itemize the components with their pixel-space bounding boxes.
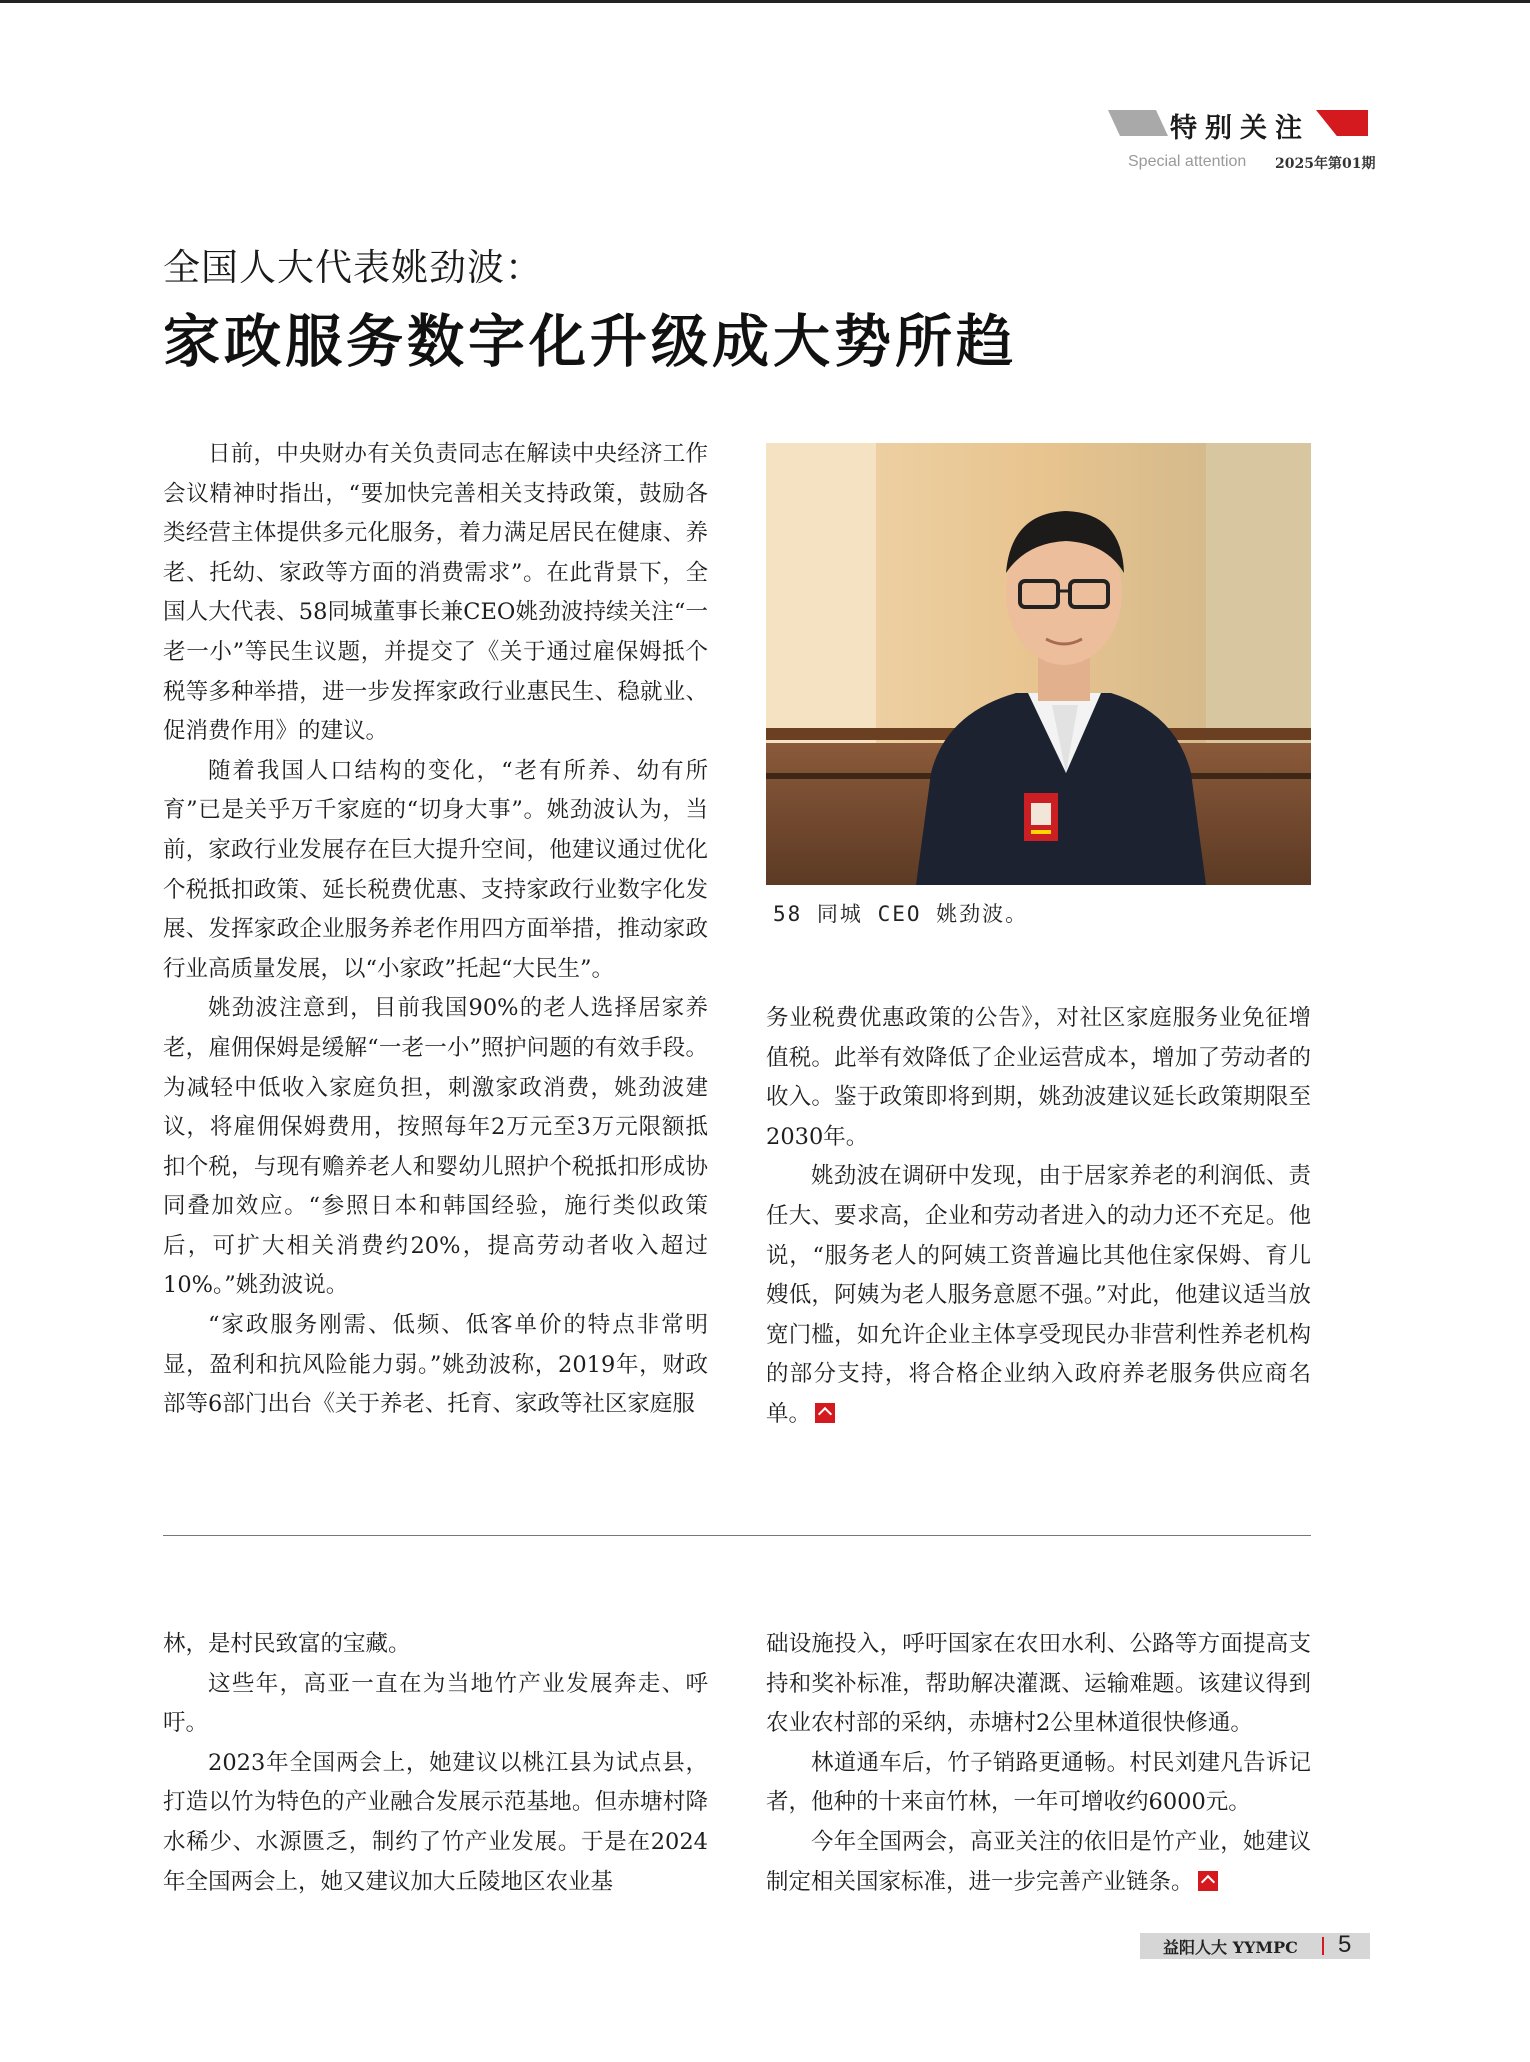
article-kicker: 全国人大代表姚劲波：	[163, 246, 543, 289]
section-divider	[163, 1535, 1311, 1536]
section-title: 特别关注	[1170, 113, 1310, 144]
paragraph: 林，是村民致富的宝藏。	[163, 1631, 411, 1657]
paragraph: 务业税费优惠政策的公告》，对社区家庭服务业免征增值税。此举有效降低了企业运营成本，增加了劳动者的收入。鉴于政策即将到期，姚劲波建议延长政策期限至2030年。	[766, 1005, 1311, 1150]
article-headline: 家政服务数字化升级成大势所趋	[163, 309, 1017, 375]
photo-caption: 58 同城 CEO 姚劲波。	[773, 902, 1029, 926]
article-column-right	[766, 999, 1311, 1435]
portrait-photo	[766, 443, 1311, 885]
section-subtitle: Special attention	[1128, 153, 1247, 170]
end-mark-icon	[815, 1403, 835, 1423]
article-column-left	[163, 435, 708, 1425]
paragraph: “家政服务刚需、低频、低客单价的特点非常明显，盈利和抗风险能力弱。”姚劲波称，2019年，财政部等6部门出台《关于养老、托育、家政等社区家庭服	[163, 1312, 708, 1418]
paragraph: 础设施投入，呼吁国家在农田水利、公路等方面提高支持和奖补标准，帮助解决灌溉、运输难题。该建议得到农业农村部的采纳，赤塘村2公里林道很快修通。	[766, 1631, 1311, 1737]
paragraph-text: 姚劲波在调研中发现，由于居家养老的利润低、责任大、要求高，企业和劳动者进入的动力还不充足。他说，“服务老人的阿姨工资普遍比其他住家保姆、育儿嫂低，阿姨为老人服务意愿不强。”对此，他建议适当放宽门槛，如允许企业主体享受现民办非营利性养老机构的部分支持，将合格企业纳入政府养老服务供应商名单。	[766, 1163, 1311, 1427]
top-rule	[0, 0, 1530, 3]
header-red-tab	[1316, 110, 1368, 136]
page-number: 5	[1338, 1931, 1352, 1958]
end-mark-icon	[1198, 1871, 1218, 1891]
paragraph	[766, 1823, 1311, 1902]
paragraph: 林道通车后，竹子销路更通畅。村民刘建凡告诉记者，他种的十来亩竹林，一年可增收约6000元。	[766, 1749, 1311, 1816]
lower-column-left	[163, 1625, 708, 1902]
paragraph-text: 今年全国两会，高亚关注的依旧是竹产业，她建议制定相关国家标准，进一步完善产业链条。	[766, 1828, 1311, 1895]
paragraph: 随着我国人口结构的变化，“老有所养、幼有所育”已是关乎万千家庭的“切身大事”。姚劲波认为，当前，家政行业发展存在巨大提升空间，他建议通过优化个税抵扣政策、延长税费优惠、支持家政行业数字化发展、发挥家政企业服务养老作用四方面举措，推动家政行业高质量发展，以“小家政”托起“大民生”。	[163, 757, 708, 982]
paragraph	[766, 1157, 1311, 1434]
paragraph: 2023年全国两会上，她建议以桃江县为试点县，打造以竹为特色的产业融合发展示范基地。但赤塘村降水稀少、水源匮乏，制约了竹产业发展。于是在2024年全国两会上，她又建议加大丘陵地区农业基	[163, 1749, 708, 1895]
paragraph: 这些年，高亚一直在为当地竹产业发展奔走、呼吁。	[163, 1670, 708, 1737]
footer-separator	[1322, 1937, 1324, 1955]
magazine-name: 益阳人大 YYMPC	[1163, 1938, 1298, 1957]
header-gray-tab	[1108, 110, 1168, 136]
issue-number: 2025年第01期	[1275, 156, 1376, 172]
lower-column-right	[766, 1625, 1311, 1902]
paragraph: 日前，中央财办有关负责同志在解读中央经济工作会议精神时指出，“要加快完善相关支持政策，鼓励各类经营主体提供多元化服务，着力满足居民在健康、养老、托幼、家政等方面的消费需求”。在此背景下，全国人大代表、58同城董事长兼CEO姚劲波持续关注“一老一小”等民生议题，并提交了《关于通过雇保姆抵个税等多种举措，进一步发挥家政行业惠民生、稳就业、促消费作用》的建议。	[163, 441, 708, 745]
paragraph: 姚劲波注意到，目前我国90%的老人选择居家养老，雇佣保姆是缓解“一老一小”照护问题的有效手段。为减轻中低收入家庭负担，刺激家政消费，姚劲波建议，将雇佣保姆费用，按照每年2万元至3万元限额抵扣个税，与现有赡养老人和婴幼儿照护个税抵扣形成协同叠加效应。“参照日本和韩国经验，施行类似政策后，可扩大相关消费约20%，提高劳动者收入超过10%。”姚劲波说。	[163, 995, 708, 1299]
